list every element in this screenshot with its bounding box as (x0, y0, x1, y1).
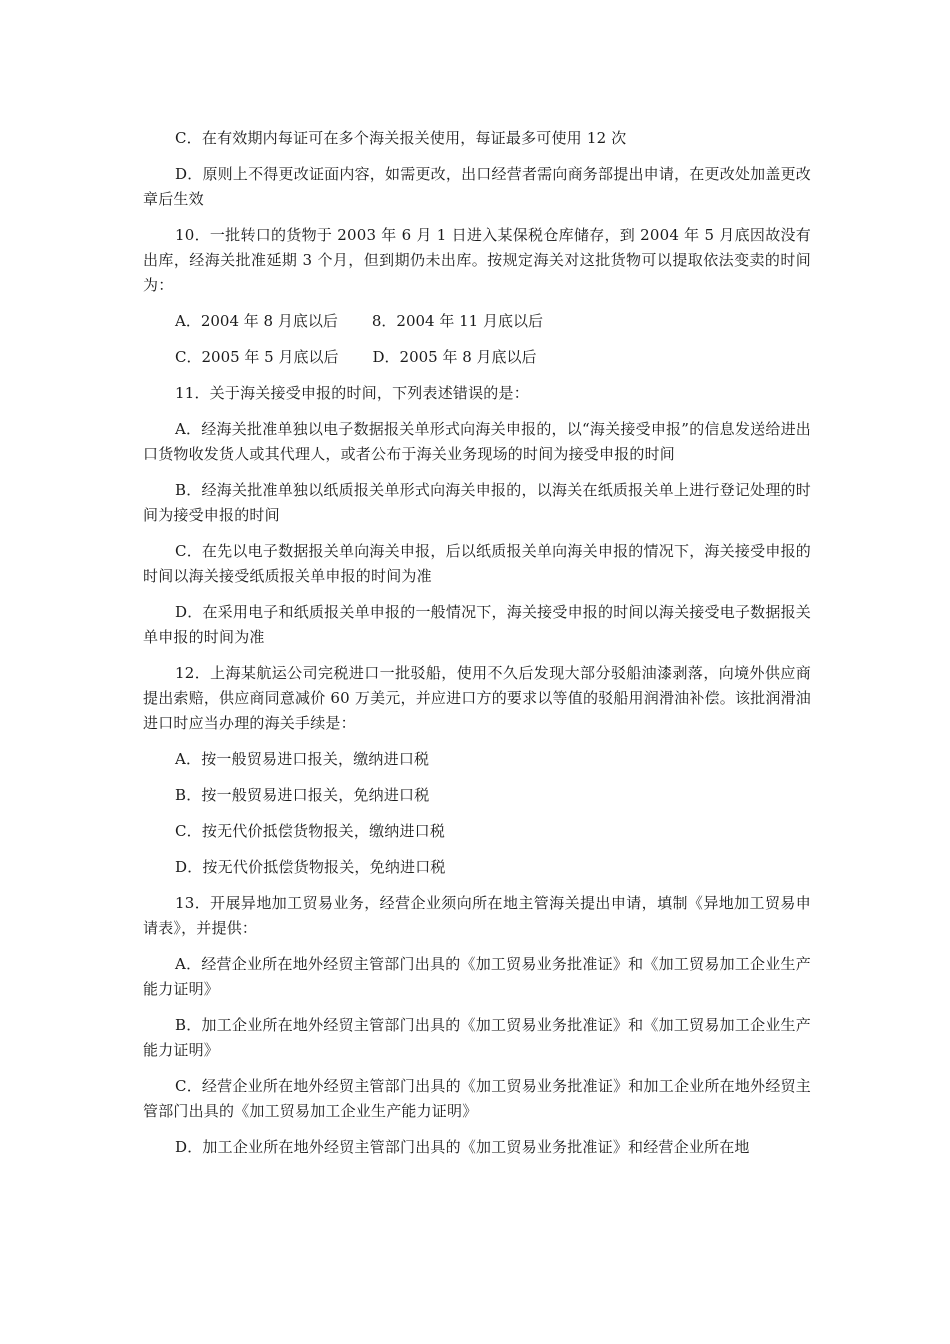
q10-options-row-1 (143, 309, 811, 334)
q10-stem: 10．一批转口的货物于 2003 年 6 月 1 日进入某保税仓库储存，到 2004 年 5 月底因故没有出库，经海关批准延期 3 个月，但到期仍未出库。按规定海关对这批货物可以提取依法变卖的时间为： (143, 226, 811, 294)
q13-option-b: B．加工企业所在地外经贸主管部门出具的《加工贸易业务批准证》和《加工贸易加工企业生产能力证明》 (143, 1016, 811, 1059)
q13-option-a: A．经营企业所在地外经贸主管部门出具的《加工贸易业务批准证》和《加工贸易加工企业生产能力证明》 (143, 955, 811, 998)
q12-option-c: C．按无代价抵偿货物报关，缴纳进口税 (175, 822, 446, 840)
q12-option-a: A．按一般贸易进口报关，缴纳进口税 (175, 750, 430, 768)
q10-options-row-2 (143, 345, 811, 370)
q11-option-a: A．经海关批准单独以电子数据报关单形式向海关申报的，以“海关接受申报”的信息发送给进出口货物收发货人或其代理人，或者公布于海关业务现场的时间为接受申报的时间 (143, 420, 811, 463)
q13-stem: 13．开展异地加工贸易业务，经营企业须向所在地主管海关提出申请，填制《异地加工贸易申请表》，并提供： (143, 894, 811, 937)
q11-option-c: C．在先以电子数据报关单向海关申报，后以纸质报关单向海关申报的情况下，海关接受申报的时间以海关接受纸质报关单申报的时间为准 (143, 542, 811, 585)
q9-option-c: C．在有效期内每证可在多个海关报关使用，每证最多可使用 12 次 (175, 129, 627, 147)
q12-option-d: D．按无代价抵偿货物报关，免纳进口税 (175, 858, 446, 876)
q11-stem: 11．关于海关接受申报的时间，下列表述错误的是： (175, 384, 529, 402)
q13-option-d: D．加工企业所在地外经贸主管部门出具的《加工贸易业务批准证》和经营企业所在地 (175, 1138, 750, 1156)
q10-option-d: D．2005 年 8 月底以后 (372, 348, 537, 366)
q12-option-b: B．按一般贸易进口报关，免纳进口税 (175, 786, 430, 804)
q12-stem: 12．上海某航运公司完税进口一批驳船，使用不久后发现大部分驳船油漆剥落，向境外供应商提出索赔，供应商同意减价 60 万美元，并应进口方的要求以等值的驳船用润滑油补偿。该批润滑油进口时应当办理的海关手续是： (143, 664, 811, 732)
q10-option-a: A．2004 年 8 月底以后 (175, 312, 338, 330)
q10-option-c: C．2005 年 5 月底以后 (175, 348, 339, 366)
q9-option-d: D．原则上不得更改证面内容，如需更改，出口经营者需向商务部提出申请，在更改处加盖更改章后生效 (143, 165, 811, 208)
q11-option-d: D．在采用电子和纸质报关单申报的一般情况下，海关接受申报的时间以海关接受电子数据报关单申报的时间为准 (143, 603, 811, 646)
q11-option-b: B．经海关批准单独以纸质报关单形式向海关申报的，以海关在纸质报关单上进行登记处理的时间为接受申报的时间 (143, 481, 811, 524)
q13-option-c: C．经营企业所在地外经贸主管部门出具的《加工贸易业务批准证》和加工企业所在地外经贸主管部门出具的《加工贸易加工企业生产能力证明》 (143, 1077, 811, 1120)
q10-option-b: 8．2004 年 11 月底以后 (371, 312, 543, 330)
document-body (143, 118, 811, 1171)
